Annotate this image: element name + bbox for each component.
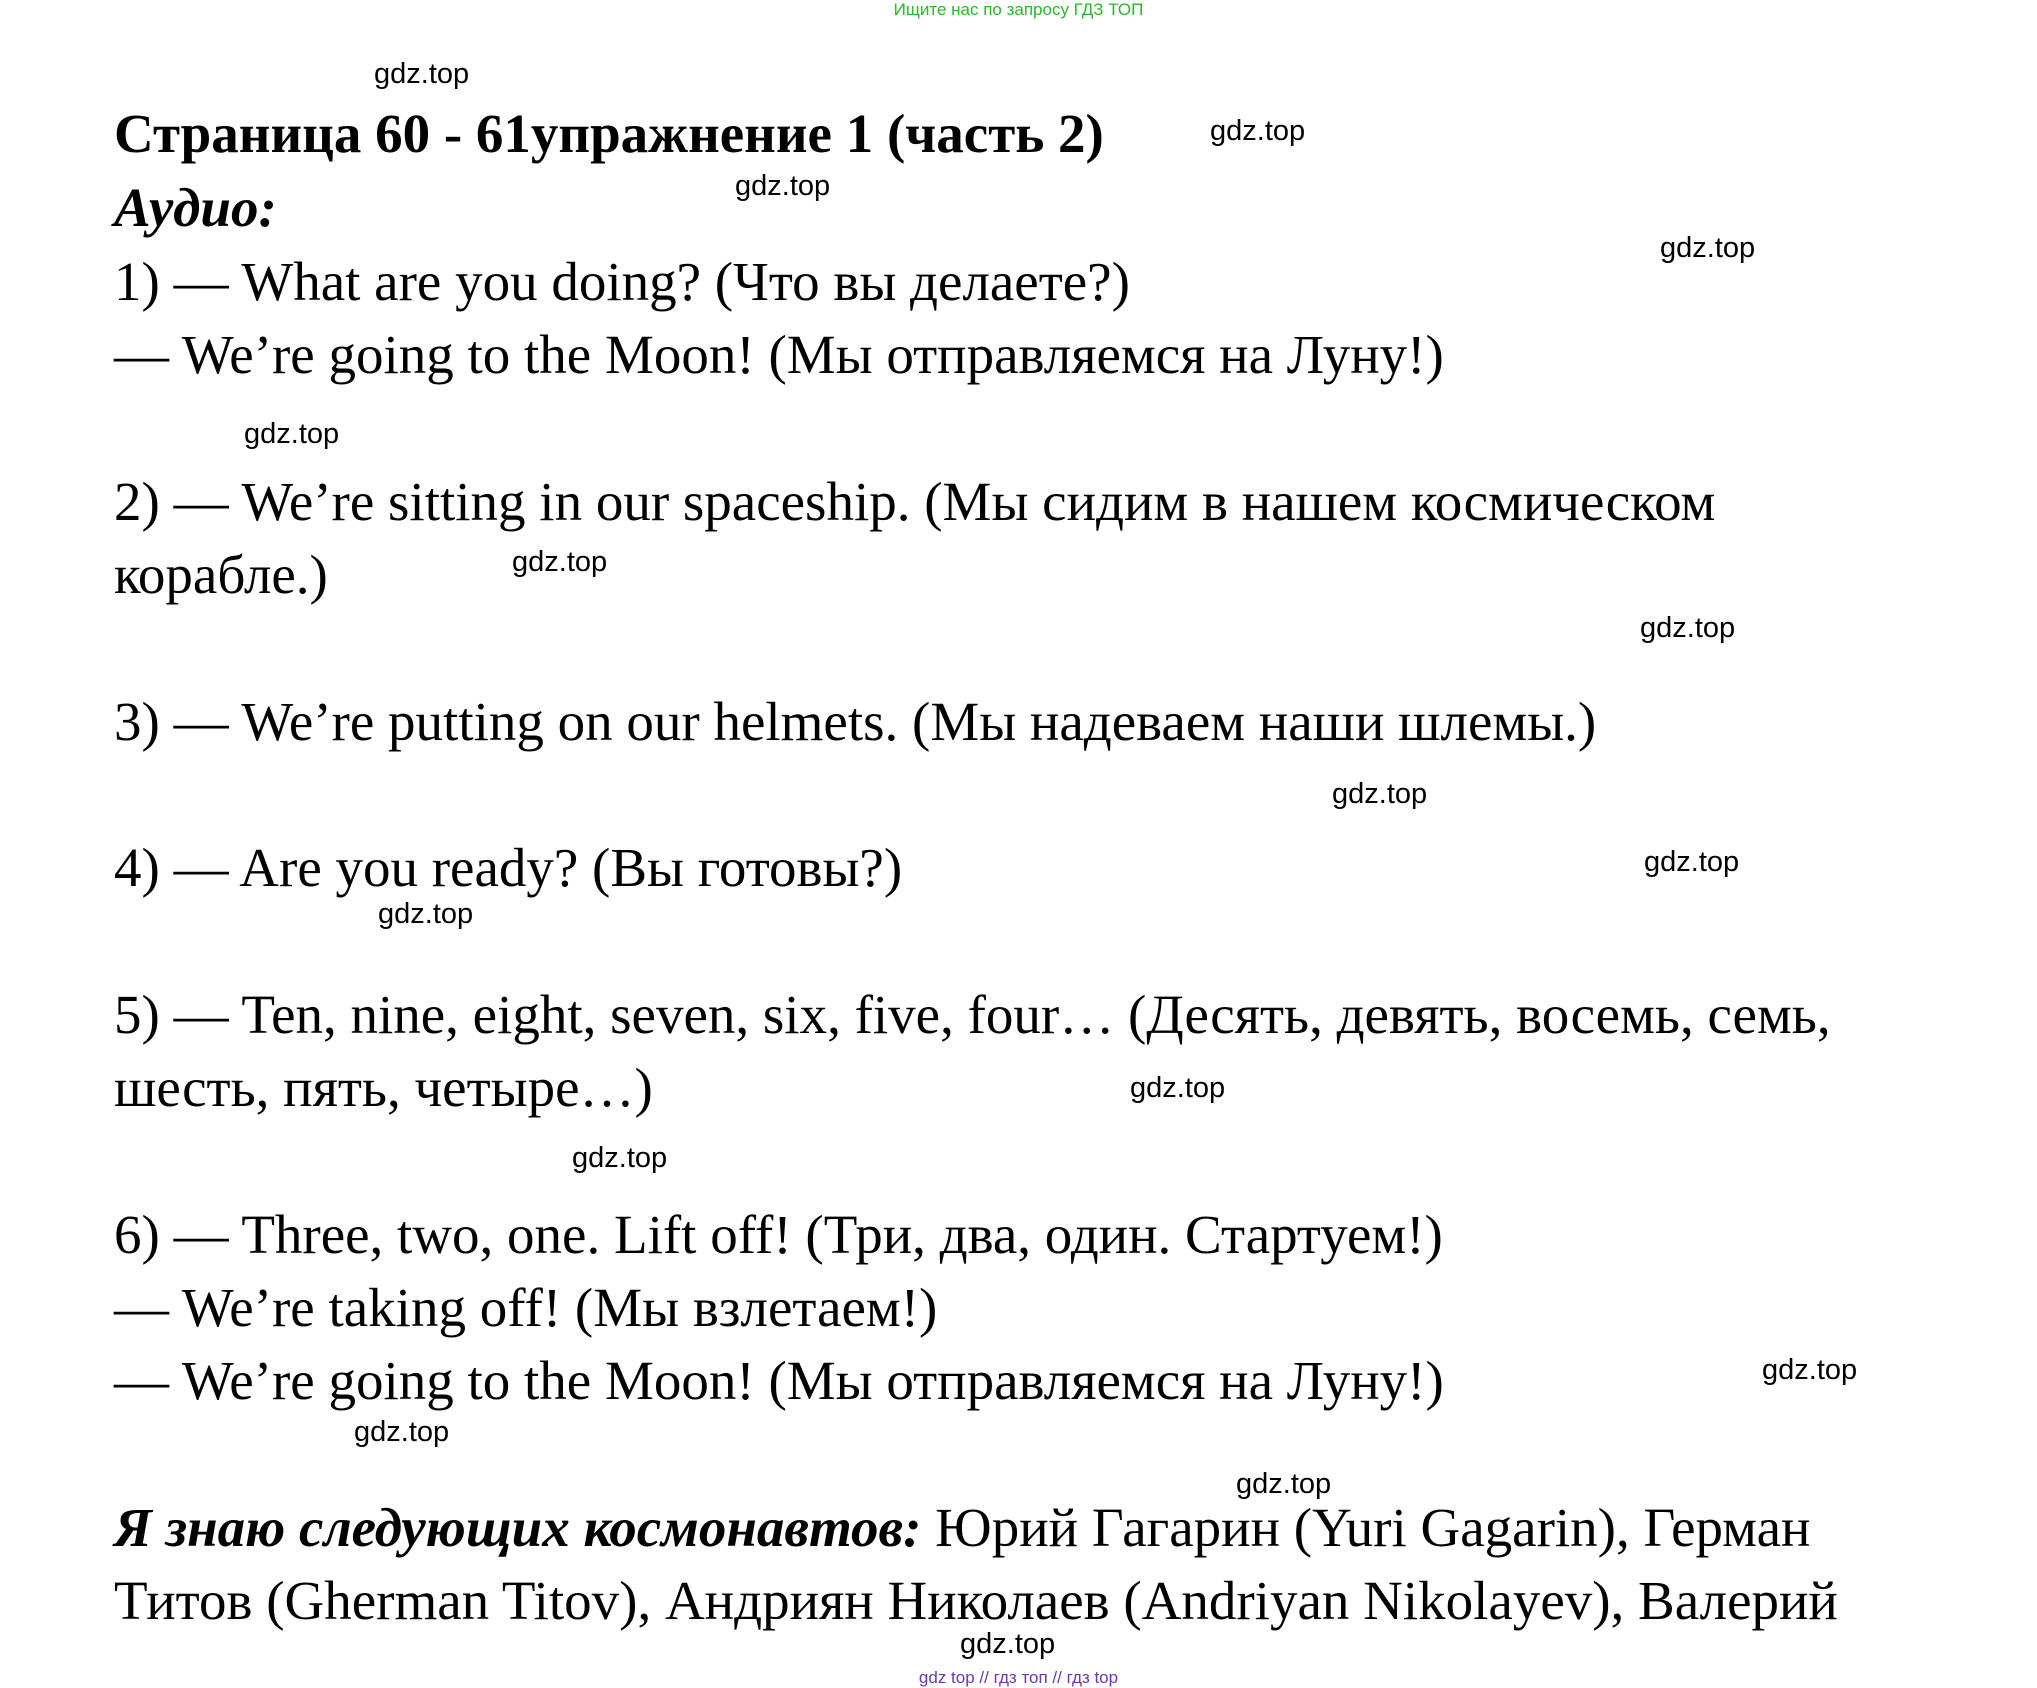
known-cosmonauts-label: Я знаю следующих космонавтов: xyxy=(114,1497,922,1558)
watermark: gdz.top xyxy=(1130,1072,1226,1104)
text-line: 2) — We’re sitting in our spaceship. (Мы сидим в нашем космическом xyxy=(114,471,1716,532)
watermark: gdz.top xyxy=(1210,115,1306,147)
text-line: — We’re taking off! (Мы взлетаем!) xyxy=(114,1277,938,1338)
known-cosmonauts-line xyxy=(114,1496,1810,1559)
text-line: 1) — What are you doing? (Что вы делаете?) xyxy=(114,251,1130,312)
text-line: корабле.) xyxy=(114,544,328,605)
text-line: 5) — Ten, nine, eight, seven, six, five, four… (Десять, девять, восемь, семь, xyxy=(114,984,1831,1045)
text-line: — We’re going to the Moon! (Мы отправляемся на Луну!) xyxy=(114,1350,1444,1411)
top-banner: Ищите нас по запросу ГДЗ ТОП xyxy=(893,0,1144,19)
watermark: gdz.top xyxy=(354,1416,450,1448)
watermark: gdz.top xyxy=(735,170,831,202)
watermark: gdz.top xyxy=(1644,846,1740,878)
audio-label: Аудио: xyxy=(114,177,277,238)
watermark: gdz.top xyxy=(1660,232,1756,264)
text-line: 6) — Three, two, one. Lift off! (Три, два, один. Стартуем!) xyxy=(114,1204,1443,1265)
watermark: gdz.top xyxy=(378,898,474,930)
watermark: gdz.top xyxy=(572,1142,668,1174)
text-line: шесть, пять, четыре…) xyxy=(114,1057,653,1118)
text-line: 3) — We’re putting on our helmets. (Мы надеваем наши шлемы.) xyxy=(114,691,1597,752)
page-title: Страница 60 - 61упражнение 1 (часть 2) xyxy=(114,103,1104,164)
watermark: gdz.top xyxy=(374,58,470,90)
known-cosmonauts-text: Юрий Гагарин (Yuri Gagarin), Герман xyxy=(921,1497,1811,1558)
watermark: gdz.top xyxy=(1640,612,1736,644)
watermark: gdz.top xyxy=(1762,1354,1858,1386)
watermark: gdz.top xyxy=(1332,778,1428,810)
text-line: 4) — Are you ready? (Вы готовы?) xyxy=(114,837,903,898)
watermark: gdz.top xyxy=(244,418,340,450)
known-cosmonauts-line: Титов (Gherman Titov), Андриян Николаев (Andriyan Nikolayev), Валерий xyxy=(114,1570,1838,1631)
text-line: — We’re going to the Moon! (Мы отправляемся на Луну!) xyxy=(114,324,1444,385)
watermark: gdz.top xyxy=(512,546,608,578)
watermark: gdz.top xyxy=(960,1628,1056,1660)
watermark: gdz.top xyxy=(1236,1468,1332,1500)
bottom-banner: gdz top // гдз топ // гдз top xyxy=(918,1668,1119,1687)
